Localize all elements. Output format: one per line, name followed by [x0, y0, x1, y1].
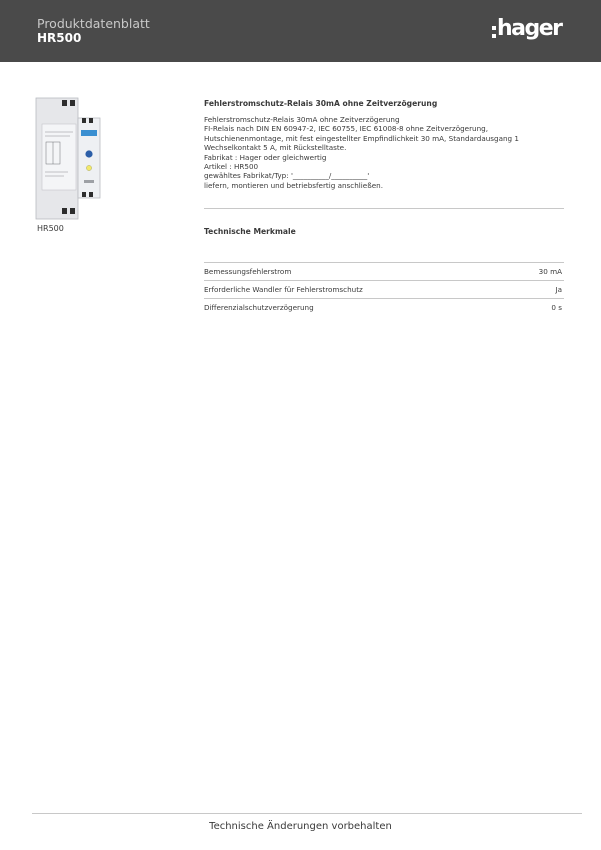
header-banner — [0, 0, 601, 62]
product-image-caption: HR500 — [37, 224, 64, 233]
product-image — [32, 96, 102, 221]
description-line: FI-Relais nach DIN EN 60947-2, IEC 60755, IEC 61008-8 ohne Zeitverzögerung, — [204, 124, 488, 134]
description-line: gewähltes Fabrikat/Typ: '__________/__________' — [204, 171, 370, 181]
description-line: Hutschienenmontage, mit fest eingestellter Empfindlichkeit 30 mA, Standardausgang 1 — [204, 133, 519, 143]
product-title: Fehlerstromschutz-Relais 30mA ohne Zeitverzögerung — [204, 99, 438, 108]
table-row — [204, 280, 564, 298]
spec-value: 0 s — [551, 303, 562, 312]
description-line: Fabrikat : Hager oder gleichwertig — [204, 152, 327, 162]
spec-label: Differenzialschutzverzögerung — [204, 303, 314, 312]
footer-divider — [32, 813, 582, 814]
table-row — [204, 298, 564, 316]
description-block — [204, 99, 564, 190]
spec-label: Erforderliche Wandler für Fehlerstromschutz — [204, 285, 363, 294]
document-type: Produktdatenblatt — [37, 16, 150, 31]
section-divider — [204, 208, 564, 209]
description-line: Fehlerstromschutz-Relais 30mA ohne Zeitverzögerung — [204, 115, 400, 124]
logo-wordmark: hager — [497, 16, 562, 41]
footer-note: Technische Änderungen vorbehalten — [209, 821, 392, 832]
description-line: Artikel : HR500 — [204, 162, 259, 172]
spec-value: Ja — [555, 285, 562, 294]
technical-heading: Technische Merkmale — [204, 227, 296, 236]
spec-table — [204, 262, 564, 316]
table-row — [204, 262, 564, 280]
spec-value: 30 mA — [538, 267, 562, 276]
description-line: Wechselkontakt 5 A, mit Rückstelltaste. — [204, 143, 347, 153]
description-line: liefern, montieren und betriebsfertig anschließen. — [204, 180, 383, 190]
spec-label: Bemessungsfehlerstrom — [204, 267, 292, 276]
product-number: HR500 — [37, 31, 82, 45]
hager-logo — [492, 14, 572, 46]
